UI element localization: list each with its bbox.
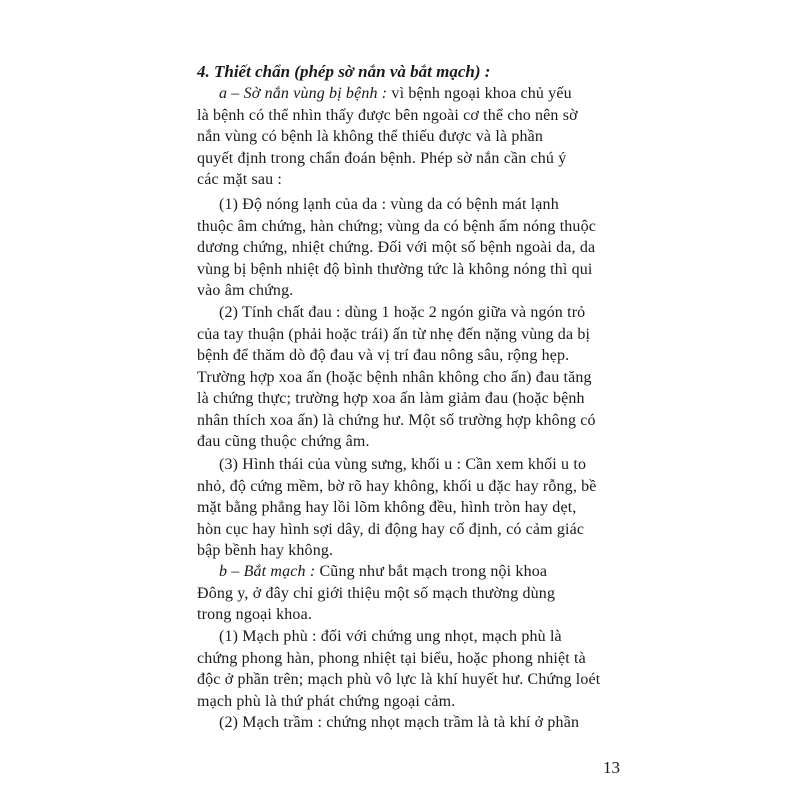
section-a-line-5: các mặt sau : (197, 171, 283, 188)
item-1-line-5: vào âm chứng. (197, 282, 294, 299)
item-2-paragraph (197, 302, 627, 453)
page-number: 13 (603, 758, 620, 777)
section-b-lead: b – Bắt mạch : (219, 563, 316, 580)
item-3-line-3: mặt bằng phẳng hay lồi lõm không đều, hình tròn hay dẹt, (197, 499, 577, 516)
section-a-line-4: quyết định trong chẩn đoán bệnh. Phép sờ nắn cần chú ý (197, 149, 567, 167)
item-2-line-1: (2) Tính chất đau : dùng 1 hoặc 2 ngón giữa và ngón trỏ (219, 304, 586, 321)
pulse-2-paragraph (197, 712, 627, 734)
section-a-line-2: là bệnh có thể nhìn thấy được bên ngoài cơ thể cho nên sờ (197, 106, 578, 124)
item-2-line-7: đau cũng thuộc chứng âm. (197, 433, 370, 450)
item-1-line-3: dương chứng, nhiệt chứng. Đối với một số bệnh ngoài da, da (197, 239, 596, 256)
pulse-2-line-1: (2) Mạch trầm : chứng nhọt mạch trầm là tà khí ở phần (219, 714, 580, 731)
pulse-1-line-3: độc ở phần trên; mạch phù vô lực là khí huyết hư. Chứng loét (197, 671, 601, 688)
item-1-paragraph (197, 194, 627, 302)
section-a-text-1: vì bệnh ngoại khoa chủ yếu (391, 85, 572, 102)
item-1-line-2: thuộc âm chứng, hàn chứng; vùng da có bệnh ấm nóng thuộc (197, 217, 596, 235)
item-3-line-2: nhỏ, độ cứng mềm, bờ rõ hay không, khối u đặc hay rỗng, bề (197, 477, 597, 495)
pulse-1-paragraph (197, 626, 627, 712)
section-b-paragraph (197, 561, 627, 626)
item-3-line-5: bập bềnh hay không. (197, 542, 334, 559)
section-b-text-1: Cũng như bắt mạch trong nội khoa (319, 563, 548, 580)
section-b-line-1 (197, 561, 627, 583)
item-2-line-2: của tay thuận (phải hoặc trái) ấn từ nhẹ đến nặng vùng da bị (197, 325, 591, 343)
item-3-line-4: hòn cục hay hình sợi dây, di động hay cố định, có cảm giác (197, 520, 585, 538)
section-a-paragraph (197, 83, 627, 191)
section-b-line-2: Đông y, ở đây chỉ giới thiệu một số mạch thường dùng (197, 584, 556, 602)
section-b-line-3: trong ngoại khoa. (197, 606, 312, 623)
pulse-1-line-1: (1) Mạch phù : đối với chứng ung nhọt, mạch phù là (219, 628, 562, 645)
item-2-line-4: Trường hợp xoa ấn (hoặc bệnh nhân không cho ấn) đau tăng (197, 368, 592, 386)
item-2-line-6: nhân thích xoa ấn) là chứng hư. Một số trường hợp không có (197, 411, 596, 429)
item-3-line-1: (3) Hình thái của vùng sưng, khối u : Cần xem khối u to (219, 456, 587, 473)
item-3-paragraph (197, 454, 627, 562)
pulse-1-line-2: chứng phong hàn, phong nhiệt tại biểu, hoặc phong nhiệt tà (197, 649, 586, 667)
section-a-line-1 (197, 83, 627, 105)
item-2-line-3: bệnh để thăm dò độ đau và vị trí đau nông sâu, rộng hẹp. (197, 347, 570, 364)
item-2-line-5: là chứng thực; trường hợp xoa ấn làm giảm đau (hoặc bệnh (197, 390, 585, 407)
pulse-1-line-4: mạch phù là thứ phát chứng ngoại cảm. (197, 692, 456, 710)
item-1-line-1: (1) Độ nóng lạnh của da : vùng da có bệnh mát lạnh (219, 196, 559, 213)
section-a-lead: a – Sờ nắn vùng bị bệnh : (219, 85, 388, 102)
item-1-line-4: vùng bị bệnh nhiệt độ bình thường tức là không nóng thì qui (197, 260, 593, 278)
section-a-line-3: nắn vùng có bệnh là không thể thiếu được và là phần (197, 128, 544, 145)
section-heading: 4. Thiết chẩn (phép sờ nắn và bắt mạch) : (197, 62, 491, 81)
